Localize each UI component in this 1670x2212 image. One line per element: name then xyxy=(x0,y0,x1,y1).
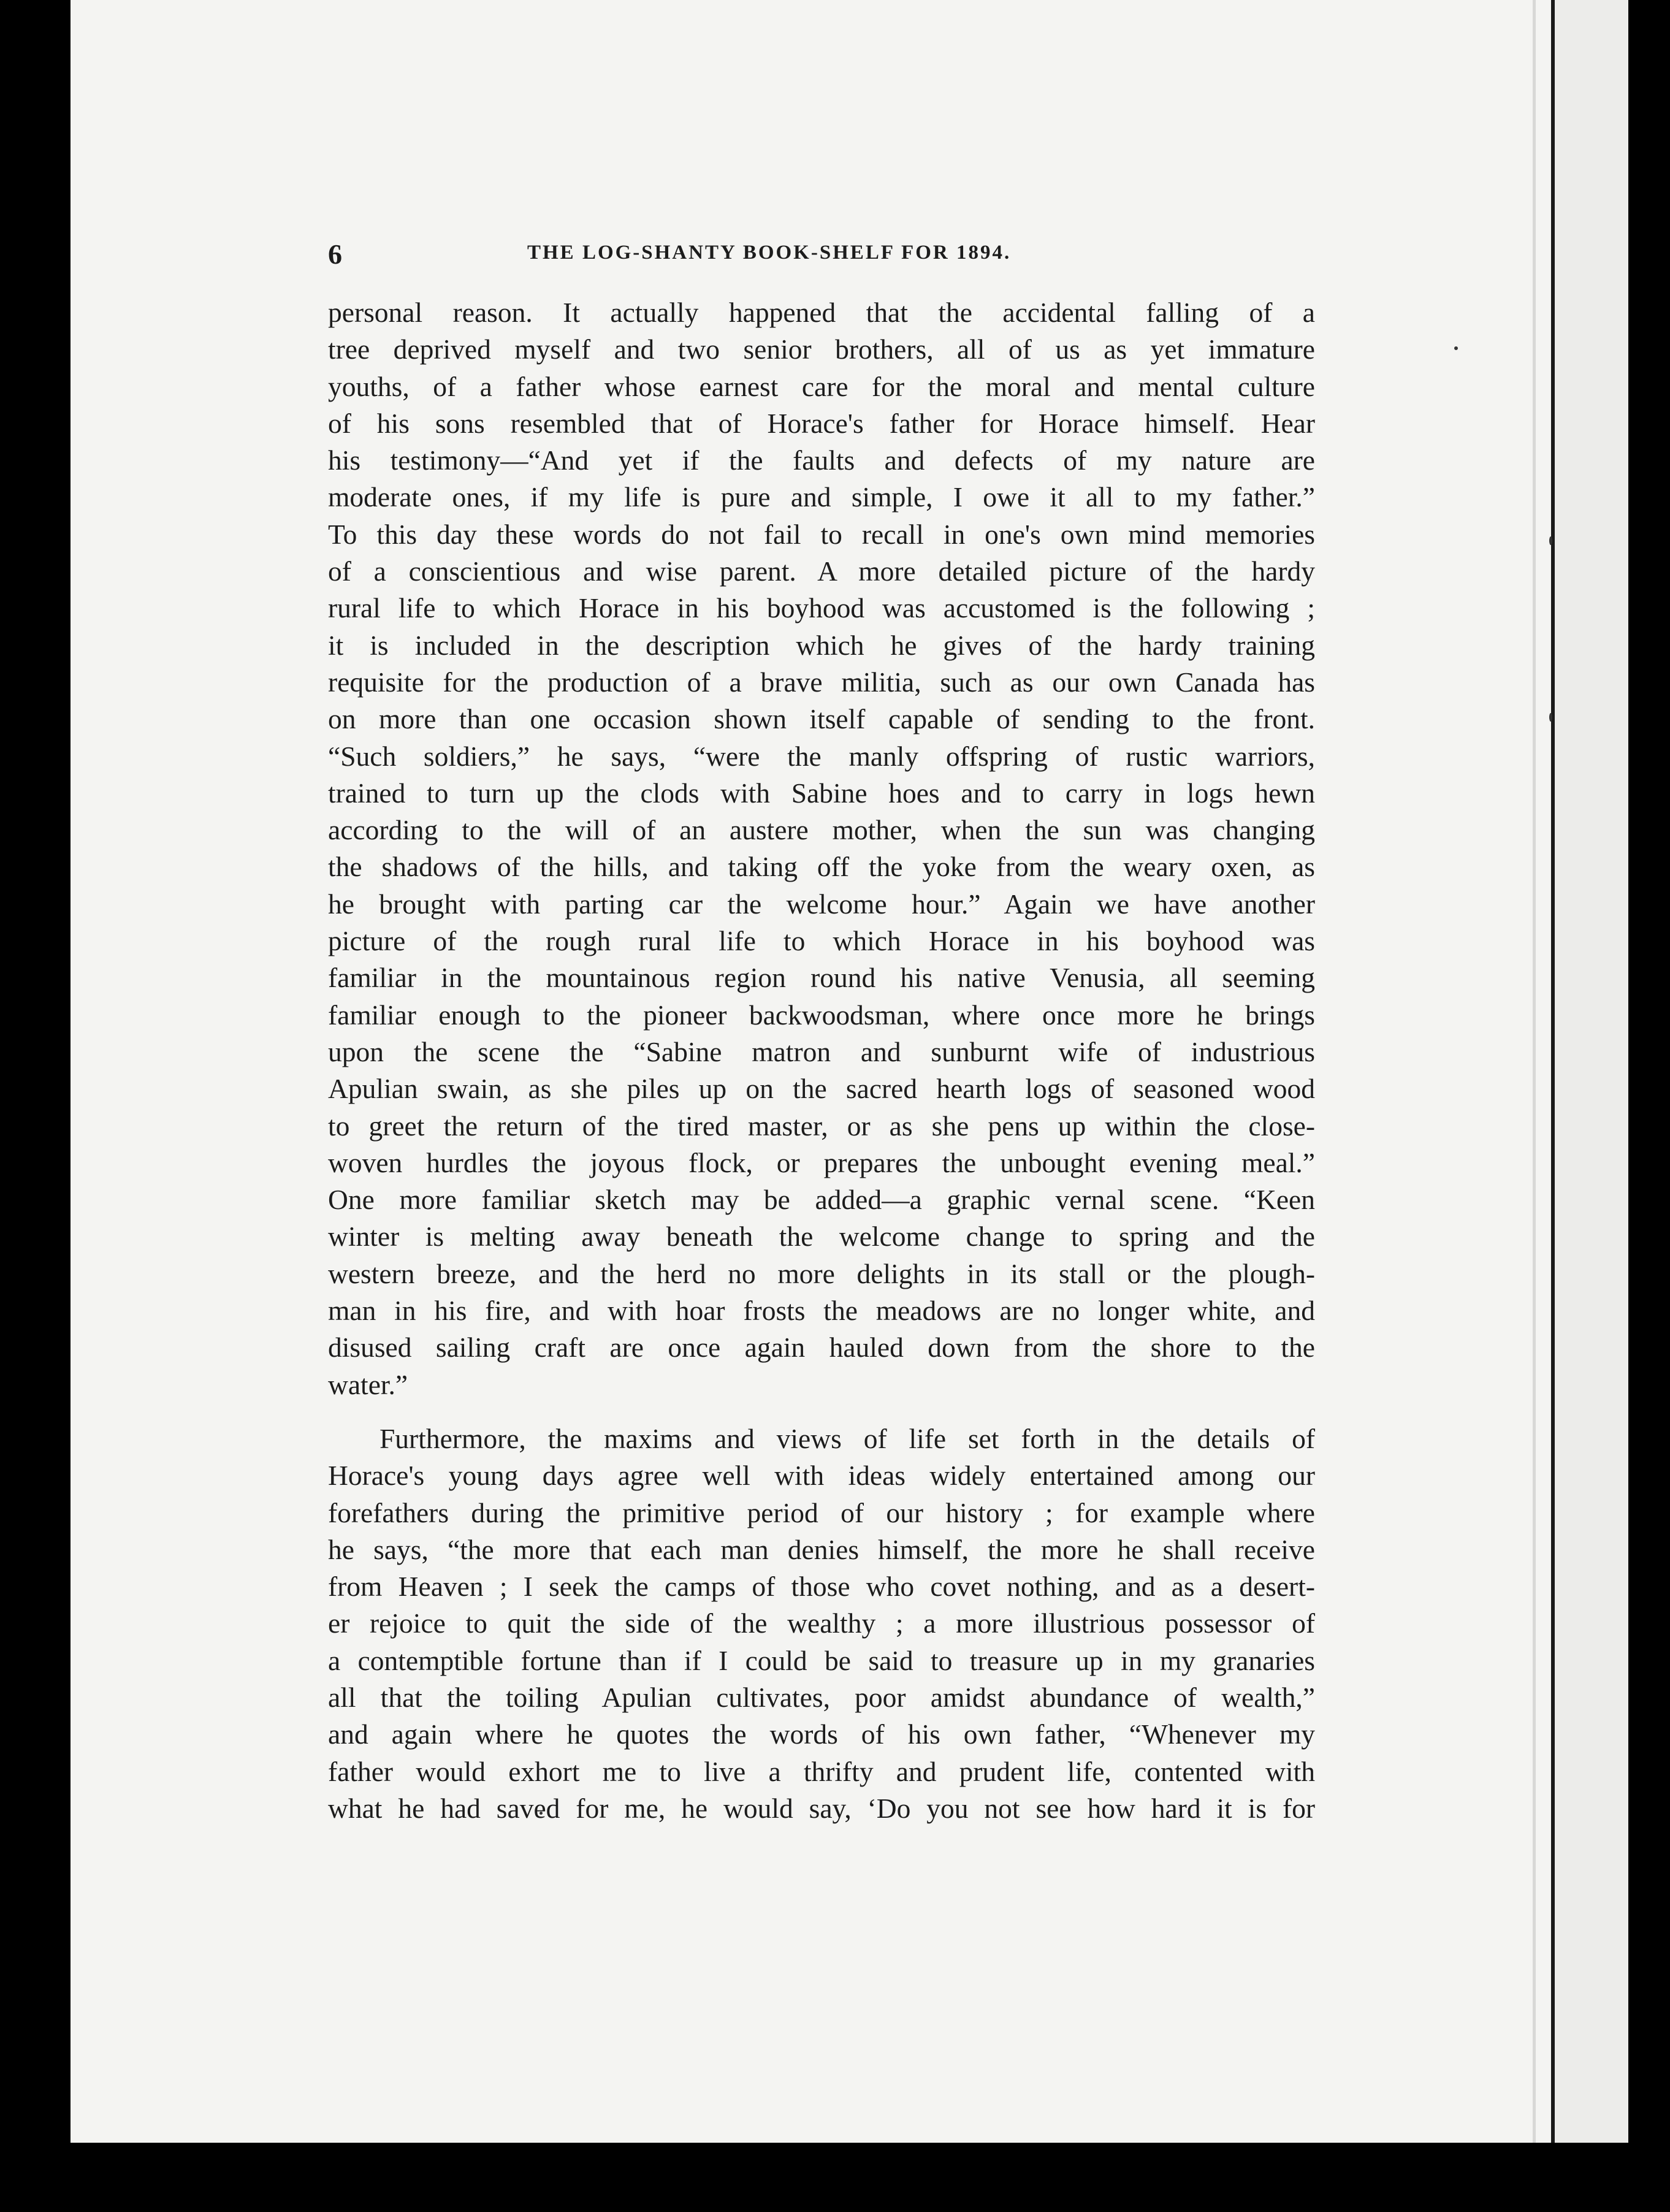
text-line: requisite for the production of a brave militia, such as our own Canada has xyxy=(328,666,1315,698)
text-line: the shadows of the hills, and taking off the yoke from the weary oxen, as xyxy=(328,851,1315,883)
scan-speck xyxy=(1549,536,1552,545)
text-line: “Such soldiers,” he says, “were the manly offspring of rustic warriors, xyxy=(328,740,1315,772)
text-line: familiar enough to the pioneer backwoodsman, where once more he brings xyxy=(328,999,1315,1031)
text-line: his testimony—“And yet if the faults and defects of my nature are xyxy=(328,444,1315,476)
text-line: water.” xyxy=(328,1368,408,1400)
text-line: to greet the return of the tired master, or as she pens up within the close- xyxy=(328,1110,1315,1142)
text-line: he brought with parting car the welcome hour.” Again we have another xyxy=(328,888,1315,920)
adjacent-page-edge xyxy=(1551,0,1628,2143)
page-number: 6 xyxy=(328,238,342,270)
text-line: man in his fire, and with hoar frosts the meadows are no longer white, and xyxy=(328,1295,1315,1327)
text-line: rural life to which Horace in his boyhood was accustomed is the following ; xyxy=(328,592,1315,624)
text-line: it is included in the description which he gives of the hardy training xyxy=(328,629,1315,661)
text-line: of his sons resembled that of Horace's father for Horace himself. Hear xyxy=(328,407,1315,439)
paragraph-2 xyxy=(328,1421,1315,1827)
text-line: western breeze, and the herd no more delights in its stall or the plough- xyxy=(328,1257,1315,1289)
text-line: father would exhort me to live a thrifty and prudent life, contented with xyxy=(328,1755,1315,1787)
running-title: THE LOG-SHANTY BOOK-SHELF FOR 1894. xyxy=(527,242,1012,264)
body-text xyxy=(328,294,1315,1827)
paragraph-1 xyxy=(328,294,1315,1403)
text-line: personal reason. It actually happened that the accidental falling of a xyxy=(328,297,1315,328)
text-line: One more familiar sketch may be added—a graphic vernal scene. “Keen xyxy=(328,1184,1315,1216)
scan-speck xyxy=(1454,346,1458,350)
scan-bottom-border xyxy=(71,2143,1625,2212)
text-line: from Heaven ; I seek the camps of those who covet nothing, and as a desert- xyxy=(328,1571,1315,1603)
scan-speck xyxy=(1549,713,1552,722)
text-line: according to the will of an austere mother, when the sun was changing xyxy=(328,814,1315,846)
text-line: winter is melting away beneath the welcome change to spring and the xyxy=(328,1221,1315,1253)
text-line: er rejoice to quit the side of the wealthy ; a more illustrious possessor of xyxy=(328,1608,1315,1639)
text-line: Horace's young days agree well with ideas widely entertained among our xyxy=(328,1460,1315,1492)
text-line: of a conscientious and wise parent. A more detailed picture of the hardy xyxy=(328,555,1315,587)
paragraph-gap xyxy=(328,1403,1315,1421)
text-line: tree deprived myself and two senior brothers, all of us as yet immature xyxy=(328,334,1315,365)
text-line: moderate ones, if my life is pure and simple, I owe it all to my father.” xyxy=(328,481,1315,513)
text-line: all that the toiling Apulian cultivates, poor amidst abundance of wealth,” xyxy=(328,1681,1315,1713)
text-line: upon the scene the “Sabine matron and sunburnt wife of industrious xyxy=(328,1035,1315,1067)
text-line: what he had saved for me, he would say, ‘Do you not see how hard it is for xyxy=(328,1792,1315,1824)
text-line: To this day these words do not fail to recall in one's own mind memories xyxy=(328,518,1315,550)
text-line: a contemptible fortune than if I could be said to treasure up in my granaries xyxy=(328,1644,1315,1676)
text-line: he says, “the more that each man denies himself, the more he shall receive xyxy=(328,1533,1315,1565)
text-line: Apulian swain, as she piles up on the sacred hearth logs of seasoned wood xyxy=(328,1073,1315,1105)
text-line: forefathers during the primitive period of our history ; for example where xyxy=(328,1497,1315,1528)
text-line: on more than one occasion shown itself capable of sending to the front. xyxy=(328,703,1315,735)
text-line: woven hurdles the joyous flock, or prepares the unbought evening meal.” xyxy=(328,1146,1315,1178)
text-line: familiar in the mountainous region round his native Venusia, all seeming xyxy=(328,962,1315,994)
running-header xyxy=(328,238,1382,275)
text-line: and again where he quotes the words of his own father, “Whenever my xyxy=(328,1718,1315,1750)
text-line: Furthermore, the maxims and views of life set forth in the details of xyxy=(379,1422,1315,1454)
text-line: trained to turn up the clods with Sabine hoes and to carry in logs hewn xyxy=(328,777,1315,809)
page-fold-line xyxy=(1533,0,1536,2143)
text-line: disused sailing craft are once again hauled down from the shore to the xyxy=(328,1332,1315,1363)
text-line: youths, of a father whose earnest care for the moral and mental culture xyxy=(328,370,1315,402)
text-line: picture of the rough rural life to which Horace in his boyhood was xyxy=(328,925,1315,957)
